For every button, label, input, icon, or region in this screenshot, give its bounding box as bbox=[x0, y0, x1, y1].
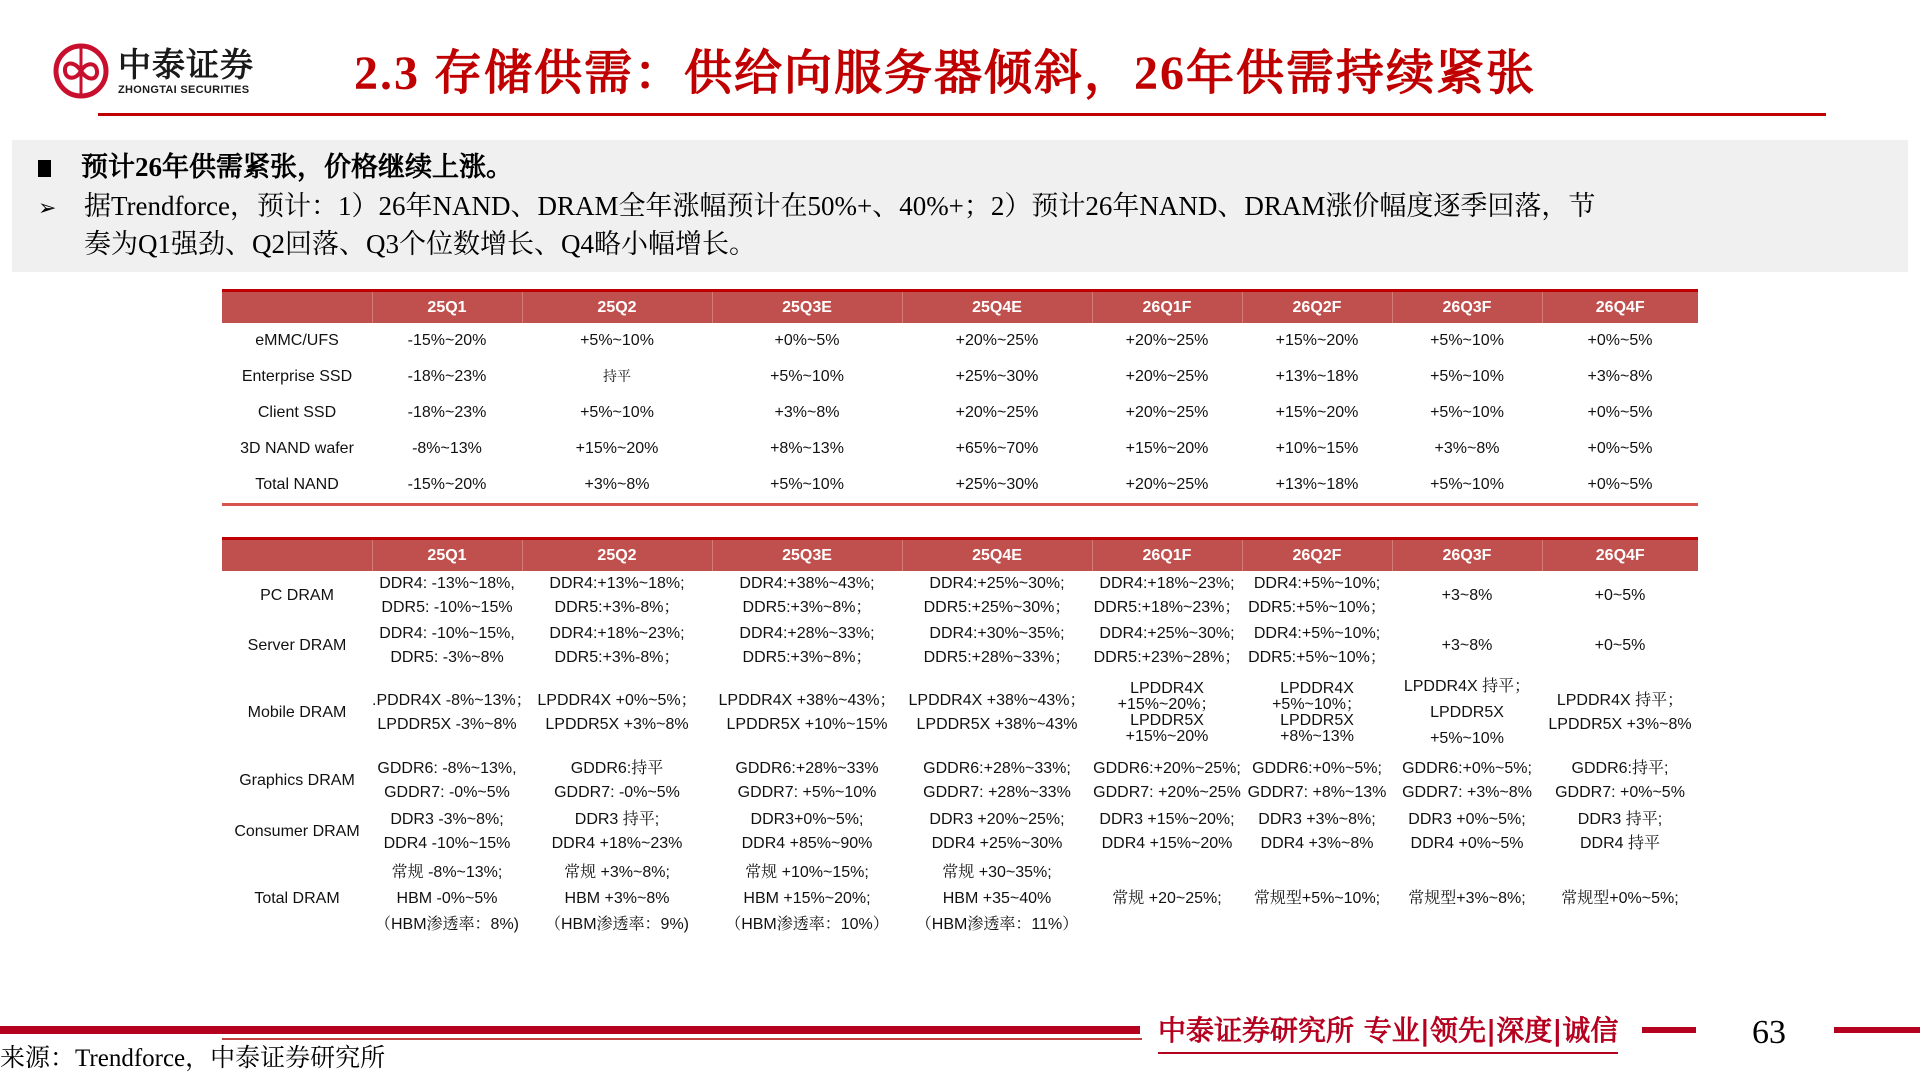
table-cell: +0%~5% bbox=[774, 332, 840, 349]
table-cell: +25%~30% bbox=[955, 368, 1039, 385]
table-cell bbox=[1242, 621, 1392, 671]
table-cell bbox=[902, 671, 1092, 755]
cell-line: LPDDR5X +3%~8% bbox=[545, 716, 689, 733]
table-cell: +0%~5% bbox=[1587, 332, 1653, 349]
nand-header-row bbox=[222, 291, 1698, 324]
nand-col-header: 25Q2 bbox=[522, 291, 712, 324]
cell-line: DDR5:+5%~10%； bbox=[1248, 599, 1386, 616]
cell-line: GDDR7: +8%~13% bbox=[1247, 784, 1387, 801]
cell-line: HBM +15%~20%; bbox=[743, 890, 871, 907]
headline-text: 预计26年供需紧张，价格继续上涨。 bbox=[81, 152, 513, 182]
cell-line: GDDR6:+28%~33%; bbox=[923, 760, 1071, 777]
cell-line: DDR4:+13%~18%; bbox=[549, 575, 685, 592]
table-cell bbox=[372, 621, 522, 671]
table-cell: -15%~20% bbox=[407, 332, 487, 349]
table-cell bbox=[712, 571, 902, 621]
row-label: Client SSD bbox=[257, 404, 337, 421]
cell-line: GDDR6:持平 bbox=[570, 760, 664, 777]
table-cell bbox=[1392, 671, 1542, 755]
cell-line: DDR3 +20%~25%; bbox=[929, 811, 1065, 828]
cell-line: LPDDR4X bbox=[1280, 680, 1354, 697]
cell-line: DDR4:+18%~23%; bbox=[1099, 575, 1235, 592]
cell-line: DDR3+0%~5%; bbox=[750, 811, 864, 828]
table-cell bbox=[1392, 755, 1542, 807]
cell-line: DDR4 +85%~90% bbox=[741, 835, 873, 852]
table-cell: +3%~8% bbox=[584, 476, 650, 493]
table-cell bbox=[1092, 857, 1242, 941]
table-row bbox=[222, 621, 1698, 671]
cell-line: LPDDR4X +0%~5%； bbox=[537, 692, 697, 709]
cell-line: LPDDR5X +38%~43% bbox=[916, 716, 1078, 733]
company-logo bbox=[52, 38, 292, 104]
cell-line: LPDDR5X bbox=[1280, 712, 1354, 729]
cell-line: +15%~20% bbox=[1125, 728, 1209, 745]
table-row bbox=[222, 431, 1698, 467]
dram-col-header: 26Q3F bbox=[1392, 539, 1542, 572]
dram-col-header: 26Q1F bbox=[1092, 539, 1242, 572]
row-label: eMMC/UFS bbox=[255, 332, 339, 349]
cell-line: 常规型+0%~5%; bbox=[1561, 890, 1679, 907]
table-row bbox=[222, 323, 1698, 359]
cell-line: LPDDR5X bbox=[1430, 704, 1504, 721]
row-label: Server DRAM bbox=[247, 637, 347, 654]
table-cell bbox=[1242, 807, 1392, 857]
cell-line: DDR5: -10%~15% bbox=[381, 599, 513, 616]
table-row bbox=[222, 671, 1698, 755]
summary-detail-continued: 奏为Q1强劲、Q2回落、Q3个位数增长、Q4略小幅增长。 bbox=[84, 229, 756, 259]
table-cell bbox=[712, 755, 902, 807]
cell-line: DDR4 +3%~8% bbox=[1260, 835, 1374, 852]
nand-col-header bbox=[222, 291, 372, 324]
cell-line: +5%~10% bbox=[1430, 730, 1504, 747]
table-cell: +0%~5% bbox=[1587, 440, 1653, 457]
table-cell bbox=[1392, 571, 1542, 621]
zhongtai-logo-icon bbox=[52, 42, 110, 100]
table-cell: -15%~20% bbox=[407, 476, 487, 493]
cell-line: DDR3 -3%~8%; bbox=[390, 811, 504, 828]
table-cell: +3%~8% bbox=[1587, 368, 1653, 385]
nand-col-header: 25Q3E bbox=[712, 291, 902, 324]
cell-line: GDDR6:+0%~5%; bbox=[1402, 760, 1532, 777]
table-cell bbox=[1242, 755, 1392, 807]
row-label: PC DRAM bbox=[260, 587, 334, 604]
table-row bbox=[222, 755, 1698, 807]
table-cell bbox=[372, 807, 522, 857]
detail-text-line1: 据Trendforce，预计：1）26年NAND、DRAM全年涨幅预计在50%+、40%+；2）预计26年NAND、DRAM涨价幅度逐季回落，节 bbox=[84, 191, 1596, 221]
cell-line: DDR5:+25%~30%； bbox=[923, 599, 1071, 616]
dram-header-row bbox=[222, 539, 1698, 572]
cell-line: DDR5:+18%~23%； bbox=[1093, 599, 1241, 616]
table-cell: +20%~25% bbox=[1125, 476, 1209, 493]
cell-line: DDR5:+23%~28%； bbox=[1093, 649, 1241, 666]
footer-right-bar bbox=[1834, 1027, 1920, 1033]
cell-line: 常规 +10%~15%; bbox=[745, 864, 869, 881]
table-cell bbox=[902, 755, 1092, 807]
table-cell: +15%~20% bbox=[1125, 440, 1209, 457]
table-cell: +20%~25% bbox=[1125, 332, 1209, 349]
cell-line: 常规 +30~35%; bbox=[942, 864, 1052, 881]
cell-line: 常规 +20~25%; bbox=[1112, 890, 1222, 907]
summary-box bbox=[12, 140, 1908, 272]
table-cell bbox=[1542, 571, 1698, 621]
table-cell: +5%~10% bbox=[1430, 368, 1504, 385]
table-cell bbox=[1242, 671, 1392, 755]
table-cell: +15%~20% bbox=[1275, 332, 1359, 349]
cell-line: .PDDR4X -8%~13%； bbox=[372, 692, 532, 709]
cell-line: DDR4: -10%~15%, bbox=[379, 625, 515, 642]
table-cell: +0%~5% bbox=[1587, 476, 1653, 493]
arrow-bullet-icon: ➢ bbox=[38, 196, 57, 221]
table-cell bbox=[1542, 755, 1698, 807]
table-cell: +15%~20% bbox=[1275, 404, 1359, 421]
dram-col-header: 26Q4F bbox=[1542, 539, 1698, 572]
table-row bbox=[222, 807, 1698, 857]
cell-line: GDDR7: +3%~8% bbox=[1402, 784, 1532, 801]
row-label: Total DRAM bbox=[254, 890, 340, 907]
cell-line: GDDR7: -0%~5% bbox=[384, 784, 510, 801]
table-cell bbox=[1242, 857, 1392, 941]
table-cell: +5%~10% bbox=[1430, 476, 1504, 493]
cell-line: LPDDR4X bbox=[1130, 680, 1204, 697]
cell-line: DDR4: -13%~18%, bbox=[379, 575, 515, 592]
table-cell bbox=[712, 857, 902, 941]
cell-line: （HBM渗透率：8%) bbox=[374, 916, 519, 933]
cell-line: LPDDR5X +3%~8% bbox=[1548, 716, 1692, 733]
cell-line: GDDR6:持平; bbox=[1571, 760, 1669, 777]
source-note: 来源：Trendforce，中泰证券研究所 bbox=[0, 1045, 386, 1072]
row-label: Mobile DRAM bbox=[247, 704, 347, 721]
table-cell: +13%~18% bbox=[1275, 476, 1359, 493]
cell-line: DDR5:+3%-8%； bbox=[554, 649, 680, 666]
cell-line: GDDR6: -8%~13%, bbox=[377, 760, 517, 777]
table-cell: +20%~25% bbox=[955, 404, 1039, 421]
dram-col-header: 25Q2 bbox=[522, 539, 712, 572]
cell-line: DDR4:+38%~43%; bbox=[739, 575, 875, 592]
table-cell bbox=[1542, 857, 1698, 941]
table-cell bbox=[1242, 571, 1392, 621]
nand-col-header: 26Q2F bbox=[1242, 291, 1392, 324]
cell-line: +15%~20%； bbox=[1117, 696, 1217, 713]
table-cell: 持平 bbox=[603, 369, 631, 385]
cell-line: LPDDR5X bbox=[1130, 712, 1204, 729]
table-cell bbox=[1392, 857, 1542, 941]
table-cell: +10%~15% bbox=[1275, 440, 1359, 457]
cell-line: 常规 -8%~13%; bbox=[391, 864, 503, 881]
cell-line: DDR4:+5%~10%; bbox=[1253, 575, 1381, 592]
nand-col-header: 26Q1F bbox=[1092, 291, 1242, 324]
table-cell bbox=[902, 571, 1092, 621]
nand-price-table bbox=[222, 289, 1698, 506]
row-label: Total NAND bbox=[255, 476, 339, 493]
cell-line: DDR5:+3%~8%； bbox=[742, 649, 872, 666]
table-cell: +20%~25% bbox=[1125, 404, 1209, 421]
dram-col-header: 26Q2F bbox=[1242, 539, 1392, 572]
footer-red-bar bbox=[0, 1026, 1140, 1034]
page-number: 63 bbox=[1752, 1014, 1786, 1051]
table-cell bbox=[902, 807, 1092, 857]
table-cell bbox=[522, 621, 712, 671]
table-cell bbox=[1392, 807, 1542, 857]
cell-line: （HBM渗透率：11%） bbox=[915, 916, 1079, 933]
cell-line: HBM +3%~8% bbox=[564, 890, 670, 907]
cell-line: GDDR7: +0%~5% bbox=[1555, 784, 1685, 801]
table-cell bbox=[522, 807, 712, 857]
table-cell: +20%~25% bbox=[955, 332, 1039, 349]
table-cell: +5%~10% bbox=[770, 368, 844, 385]
cell-line: 常规型+3%~8%; bbox=[1408, 890, 1526, 907]
table-cell: +20%~25% bbox=[1125, 368, 1209, 385]
table-cell: +5%~10% bbox=[1430, 332, 1504, 349]
table-cell bbox=[1092, 671, 1242, 755]
table-cell: +8%~13% bbox=[770, 440, 844, 457]
row-label: Graphics DRAM bbox=[239, 772, 355, 789]
dram-col-header: 25Q4E bbox=[902, 539, 1092, 572]
cell-line: DDR5:+5%~10%； bbox=[1248, 649, 1386, 666]
cell-line: GDDR7: +5%~10% bbox=[737, 784, 877, 801]
table-cell bbox=[712, 671, 902, 755]
cell-line: DDR4:+25%~30%; bbox=[929, 575, 1065, 592]
cell-line: +3~8% bbox=[1441, 637, 1493, 654]
cell-line: GDDR7: -0%~5% bbox=[554, 784, 680, 801]
footer-dash bbox=[1642, 1027, 1696, 1033]
table-cell bbox=[1092, 571, 1242, 621]
table-cell: +5%~10% bbox=[1430, 404, 1504, 421]
cell-line: +8%~13% bbox=[1280, 728, 1354, 745]
square-bullet-icon bbox=[38, 160, 51, 177]
cell-line: DDR5: -3%~8% bbox=[390, 649, 504, 666]
cell-line: DDR4 持平 bbox=[1579, 835, 1660, 852]
table-row bbox=[222, 395, 1698, 431]
cell-line: DDR4:+28%~33%; bbox=[739, 625, 875, 642]
table-cell: +13%~18% bbox=[1275, 368, 1359, 385]
cell-line: DDR3 持平; bbox=[574, 811, 660, 828]
table-cell: +5%~10% bbox=[580, 404, 654, 421]
cell-line: DDR5:+28%~33%； bbox=[923, 649, 1071, 666]
cell-line: GDDR6:+28%~33% bbox=[735, 760, 879, 777]
cell-line: DDR4:+5%~10%; bbox=[1253, 625, 1381, 642]
table-cell bbox=[902, 857, 1092, 941]
nand-col-header: 25Q1 bbox=[372, 291, 522, 324]
nand-col-header: 26Q4F bbox=[1542, 291, 1698, 324]
cell-line: LPDDR5X +10%~15% bbox=[726, 716, 888, 733]
cell-line: DDR4 +18%~23% bbox=[551, 835, 683, 852]
cell-line: DDR4 +15%~20% bbox=[1101, 835, 1233, 852]
table-cell bbox=[522, 571, 712, 621]
cell-line: DDR5:+3%~8%； bbox=[742, 599, 872, 616]
cell-line: GDDR7: +20%~25% bbox=[1093, 784, 1241, 801]
table-cell bbox=[1092, 621, 1242, 671]
cell-line: LPDDR4X +38%~43%； bbox=[718, 692, 896, 709]
summary-detail bbox=[38, 188, 1595, 227]
row-label: 3D NAND wafer bbox=[240, 440, 354, 457]
table-cell: +3%~8% bbox=[1434, 440, 1500, 457]
table-cell: +65%~70% bbox=[955, 440, 1039, 457]
cell-line: LPDDR4X 持平； bbox=[1403, 678, 1531, 695]
table-cell bbox=[1542, 671, 1698, 755]
cell-line: DDR5:+3%-8%； bbox=[554, 599, 680, 616]
cell-line: +0~5% bbox=[1594, 637, 1646, 654]
table-cell: +25%~30% bbox=[955, 476, 1039, 493]
row-label: Consumer DRAM bbox=[234, 823, 360, 840]
cell-line: 常规 +3%~8%; bbox=[564, 864, 670, 881]
footer-slogan: 中泰证券研究所 专业|领先|深度|诚信 bbox=[1158, 1012, 1618, 1054]
dram-col-header: 25Q1 bbox=[372, 539, 522, 572]
table-row bbox=[222, 359, 1698, 395]
table-row bbox=[222, 571, 1698, 621]
cell-line: LPDDR4X 持平； bbox=[1556, 692, 1684, 709]
table-cell bbox=[522, 755, 712, 807]
cell-line: DDR3 +0%~5%; bbox=[1408, 811, 1526, 828]
table-row bbox=[222, 857, 1698, 941]
cell-line: +5%~10%； bbox=[1272, 696, 1362, 713]
row-label: Enterprise SSD bbox=[241, 368, 353, 385]
table-cell bbox=[1392, 621, 1542, 671]
table-cell: +5%~10% bbox=[580, 332, 654, 349]
cell-line: +3~8% bbox=[1441, 587, 1493, 604]
cell-line: DDR4 +0%~5% bbox=[1410, 835, 1524, 852]
table-cell: +0%~5% bbox=[1587, 404, 1653, 421]
table-cell bbox=[372, 755, 522, 807]
nand-col-header: 25Q4E bbox=[902, 291, 1092, 324]
cell-line: GDDR6:+0%~5%; bbox=[1252, 760, 1382, 777]
summary-headline bbox=[38, 149, 513, 185]
table-cell bbox=[372, 671, 532, 755]
table-cell: -18%~23% bbox=[407, 368, 487, 385]
cell-line: 常规型+5%~10%; bbox=[1253, 890, 1381, 907]
logo-cn-text: 中泰证券 bbox=[118, 45, 254, 84]
cell-line: DDR3 +15%~20%; bbox=[1099, 811, 1235, 828]
cell-line: DDR4:+18%~23%; bbox=[549, 625, 685, 642]
cell-line: DDR4:+30%~35%; bbox=[929, 625, 1065, 642]
table-cell bbox=[522, 671, 712, 755]
table-cell: -18%~23% bbox=[407, 404, 487, 421]
dram-col-header: 25Q3E bbox=[712, 539, 902, 572]
table-cell: -8%~13% bbox=[412, 440, 482, 457]
table-cell bbox=[902, 621, 1092, 671]
table-cell bbox=[522, 857, 712, 941]
cell-line: HBM -0%~5% bbox=[396, 890, 498, 907]
cell-line: （HBM渗透率：10%） bbox=[725, 916, 889, 933]
table-cell bbox=[372, 571, 522, 621]
table-cell bbox=[1092, 755, 1242, 807]
cell-line: DDR4 +25%~30% bbox=[931, 835, 1063, 852]
logo-en-text: ZHONGTAI SECURITIES bbox=[118, 84, 250, 96]
cell-line: GDDR6:+20%~25%; bbox=[1093, 760, 1241, 777]
page-title: 2.3 存储供需：供给向服务器倾斜，26年供需持续紧张 bbox=[354, 47, 1537, 100]
title-divider bbox=[98, 113, 1826, 116]
table-cell: +5%~10% bbox=[770, 476, 844, 493]
table-cell bbox=[712, 807, 902, 857]
cell-line: DDR3 持平; bbox=[1577, 811, 1663, 828]
table-cell bbox=[1542, 621, 1698, 671]
dram-price-table bbox=[222, 537, 1698, 941]
cell-line: DDR3 +3%~8%; bbox=[1258, 811, 1376, 828]
table-cell bbox=[1092, 807, 1242, 857]
cell-line: DDR4 -10%~15% bbox=[383, 835, 511, 852]
table-row bbox=[222, 467, 1698, 505]
cell-line: LPDDR5X -3%~8% bbox=[377, 716, 517, 733]
cell-line: （HBM渗透率：9%) bbox=[544, 916, 689, 933]
table-cell bbox=[372, 857, 522, 941]
table-cell: +3%~8% bbox=[774, 404, 840, 421]
cell-line: GDDR7: +28%~33% bbox=[923, 784, 1071, 801]
cell-line: LPDDR4X +38%~43%； bbox=[908, 692, 1086, 709]
table-cell bbox=[1542, 807, 1698, 857]
table-cell bbox=[712, 621, 902, 671]
cell-line: HBM +35~40% bbox=[942, 890, 1052, 907]
cell-line: DDR4:+25%~30%; bbox=[1099, 625, 1235, 642]
table-cell: +15%~20% bbox=[575, 440, 659, 457]
nand-col-header: 26Q3F bbox=[1392, 291, 1542, 324]
cell-line: +0~5% bbox=[1594, 587, 1646, 604]
dram-col-header bbox=[222, 539, 372, 572]
